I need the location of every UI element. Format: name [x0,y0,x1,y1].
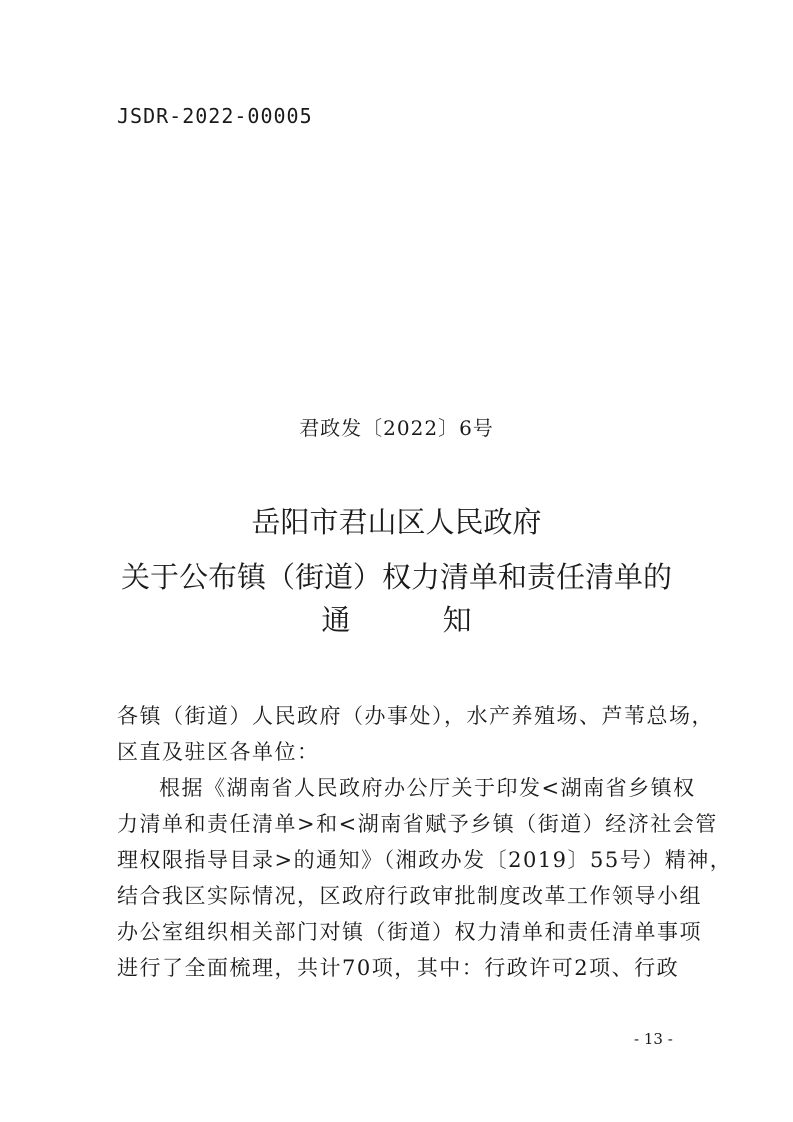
document-code: JSDR-2022-00005 [117,104,313,128]
body-line-4: 力清单和责任清单>和<湖南省赋予乡镇（街道）经济社会管 [117,812,718,836]
body-line-8: 进行了全面梳理，共计70项，其中：行政许可2项、行政 [117,956,680,980]
body-line-2: 区直及驻区各单位： [117,740,320,764]
page-number: - 13 - [634,1030,673,1048]
document-number: 君政发〔2022〕6号 [299,416,494,440]
body-line-3: 根据《湖南省人民政府办公厅关于印发<湖南省乡镇权 [159,776,696,800]
body-line-7: 办公室组织相关部门对镇（街道）权力清单和责任清单事项 [117,920,702,944]
title-line-2: 关于公布镇（街道）权力清单和责任清单的 [120,560,672,594]
body-line-5: 理权限指导目录>的通知》（湘政办发〔2019〕55号）精神， [117,848,733,872]
body-line-6: 结合我区实际情况，区政府行政审批制度改革工作领导小组 [117,884,702,908]
body-line-1: 各镇（街道）人民政府（办事处），水产养殖场、芦苇总场， [117,704,714,728]
title-line-3: 通 知 [321,603,472,637]
title-line-1: 岳阳市君山区人民政府 [251,505,542,539]
